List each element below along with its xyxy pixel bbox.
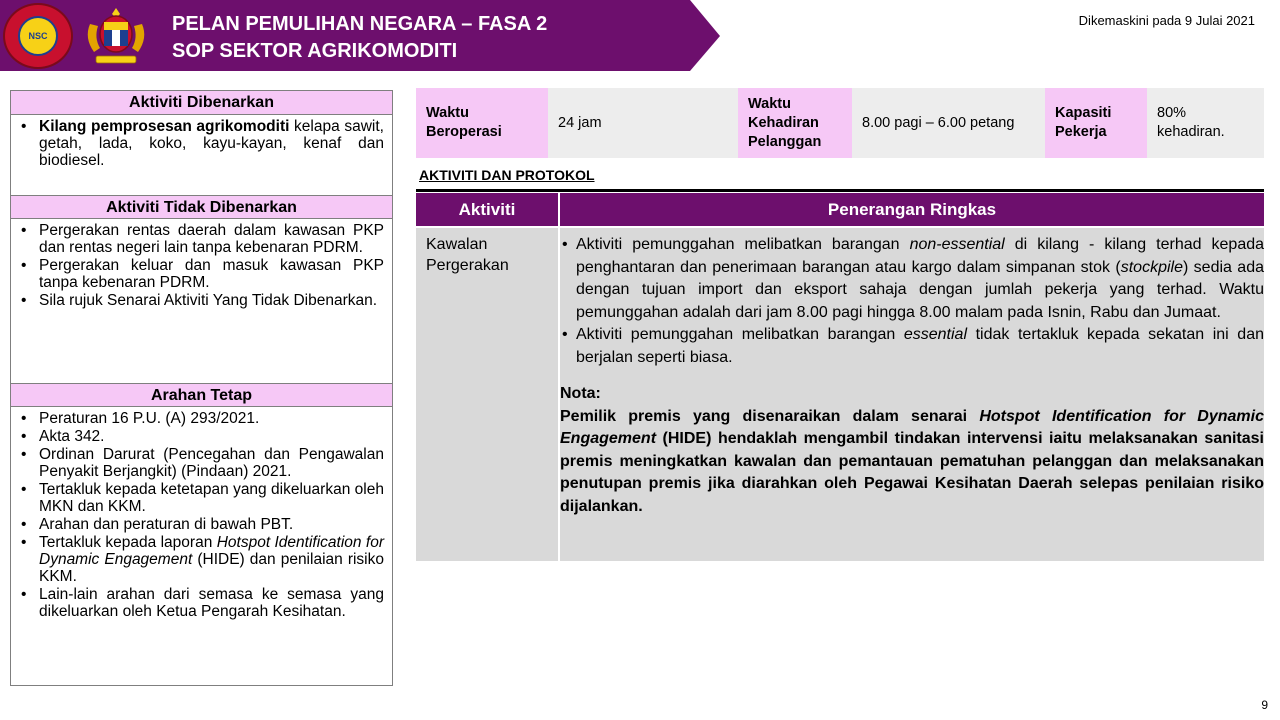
- b2-post: tidak tertakluk kepada sekatan ini dan berjalan seperti biasa.: [576, 326, 1265, 366]
- allowed-item-bold: Kilang pemprosesan agrikomoditi: [39, 118, 290, 135]
- page-number: 9: [1261, 698, 1268, 712]
- hours-label: Waktu Beroperasi: [416, 88, 548, 158]
- nota-pre: Pemilik premis yang disenaraikan dalam senarai: [560, 407, 980, 425]
- not-allowed-heading: Aktiviti Tidak Dibenarkan: [11, 195, 392, 219]
- list-item-hide: [19, 534, 384, 585]
- section-rule: [416, 189, 1264, 192]
- b1-mid: di kilang - kilang terhad kepada penghantaran dan penerimaan barangan atau kargo dalam simpanan stok (: [576, 236, 1265, 276]
- description-bullet: [560, 324, 1264, 369]
- customer-label: Waktu Kehadiran Pelanggan: [738, 88, 852, 158]
- b1-pre: Aktiviti pemunggahan melibatkan barangan: [576, 236, 910, 253]
- row-activity: Kawalan Pergerakan: [416, 228, 560, 561]
- hide-item-pre: Tertakluk kepada laporan: [39, 534, 217, 551]
- allowed-item: [19, 118, 384, 169]
- nota-text: [560, 406, 1264, 519]
- list-item: • Lain-lain arahan dari semasa ke semasa yang dikeluarkan oleh Ketua Pengarah Kesihatan.: [19, 586, 384, 620]
- hide-item-post: (HIDE) dan penilaian risiko KKM.: [39, 551, 384, 585]
- header-title: [172, 11, 547, 65]
- list-item: • Arahan dan peraturan di bawah PBT.: [19, 516, 384, 533]
- row-description: [560, 228, 1264, 561]
- table-header: [416, 193, 1264, 226]
- b2-italic: essential: [903, 326, 968, 343]
- list-item: • Tertakluk kepada ketetapan yang dikeluarkan oleh MKN dan KKM.: [19, 481, 384, 515]
- list-item: • Peraturan 16 P.U. (A) 293/2021.: [19, 410, 384, 427]
- list-item: • Pergerakan keluar dan masuk kawasan PKP tanpa kebenaran PDRM.: [19, 257, 384, 291]
- coat-of-arms-logo: [80, 4, 152, 68]
- hide-item-italic: Hotspot Identification for Dynamic Engagement: [39, 534, 384, 568]
- table-row: [416, 226, 1264, 561]
- nsc-logo-text: NSC: [28, 31, 48, 41]
- nota-italic: Hotspot Identification for Dynamic Engagement: [560, 407, 1264, 447]
- b1-italic-1: non-essential: [909, 236, 1005, 253]
- title-line-2: SOP SEKTOR AGRIKOMODITI: [172, 40, 458, 62]
- nsc-logo: [3, 3, 73, 69]
- header-description: Penerangan Ringkas: [827, 199, 997, 219]
- standing-orders-body: [11, 407, 392, 685]
- nota-post: (HIDE) hendaklah mengambil tindakan intervensi iaitu melaksanakan sanitasi premis meningkatkan kawalan dan pemantauan pematuhan pelanggan dan melaksanakan penutupan premis jika diarahkan oleh Pegawai Kesihatan Daerah selepas penilaian risiko dijalankan.: [560, 430, 1264, 515]
- allowed-body: [11, 115, 392, 195]
- activity-table: [416, 193, 1264, 561]
- standing-orders-heading: Arahan Tetap: [11, 383, 392, 407]
- b2-pre: Aktiviti pemunggahan melibatkan barangan: [576, 326, 904, 343]
- list-item: • Ordinan Darurat (Pencegahan dan Pengawalan Penyakit Berjangkit) (Pindaan) 2021.: [19, 446, 384, 480]
- list-item: • Sila rujuk Senarai Aktiviti Yang Tidak Dibenarkan.: [19, 292, 384, 309]
- capacity-label: Kapasiti Pekerja: [1045, 88, 1147, 158]
- title-line-1: PELAN PEMULIHAN NEGARA – FASA 2: [172, 13, 548, 35]
- list-item: • Pergerakan rentas daerah dalam kawasan PKP dan rentas negeri lain tanpa kebenaran PDRM.: [19, 222, 384, 256]
- capacity-value: 80% kehadiran.: [1147, 88, 1264, 158]
- updated-date: Dikemaskini pada 9 Julai 2021: [1078, 13, 1255, 28]
- info-bar: [416, 88, 1264, 158]
- not-allowed-body: [11, 219, 392, 383]
- b1-post: ) sedia ada dengan tujuan import dan eksport sahaja dengan jumlah pekerja yang terhad. Waktu pemunggahan adalah dari jam 8.00 pagi hingga 8.00 malam pada Isnin, Rabu dan Jumaat.: [576, 258, 1264, 321]
- customer-value: 8.00 pagi – 6.00 petang: [852, 88, 1045, 158]
- header-activity: Aktiviti: [416, 193, 560, 226]
- left-column: [10, 90, 393, 686]
- nota-label: Nota:: [560, 385, 601, 402]
- description-bullet: [560, 234, 1264, 324]
- allowed-item-rest: kelapa sawit, getah, lada, koko, kayu-kayan, kenaf dan biodiesel.: [39, 118, 384, 169]
- section-title: AKTIVITI DAN PROTOKOL: [419, 167, 595, 183]
- nsc-logo-inner: [18, 16, 58, 56]
- hours-value: 24 jam: [548, 88, 738, 158]
- b1-italic-2: stockpile: [1120, 258, 1183, 276]
- list-item: • Akta 342.: [19, 428, 384, 445]
- allowed-heading: Aktiviti Dibenarkan: [11, 91, 392, 115]
